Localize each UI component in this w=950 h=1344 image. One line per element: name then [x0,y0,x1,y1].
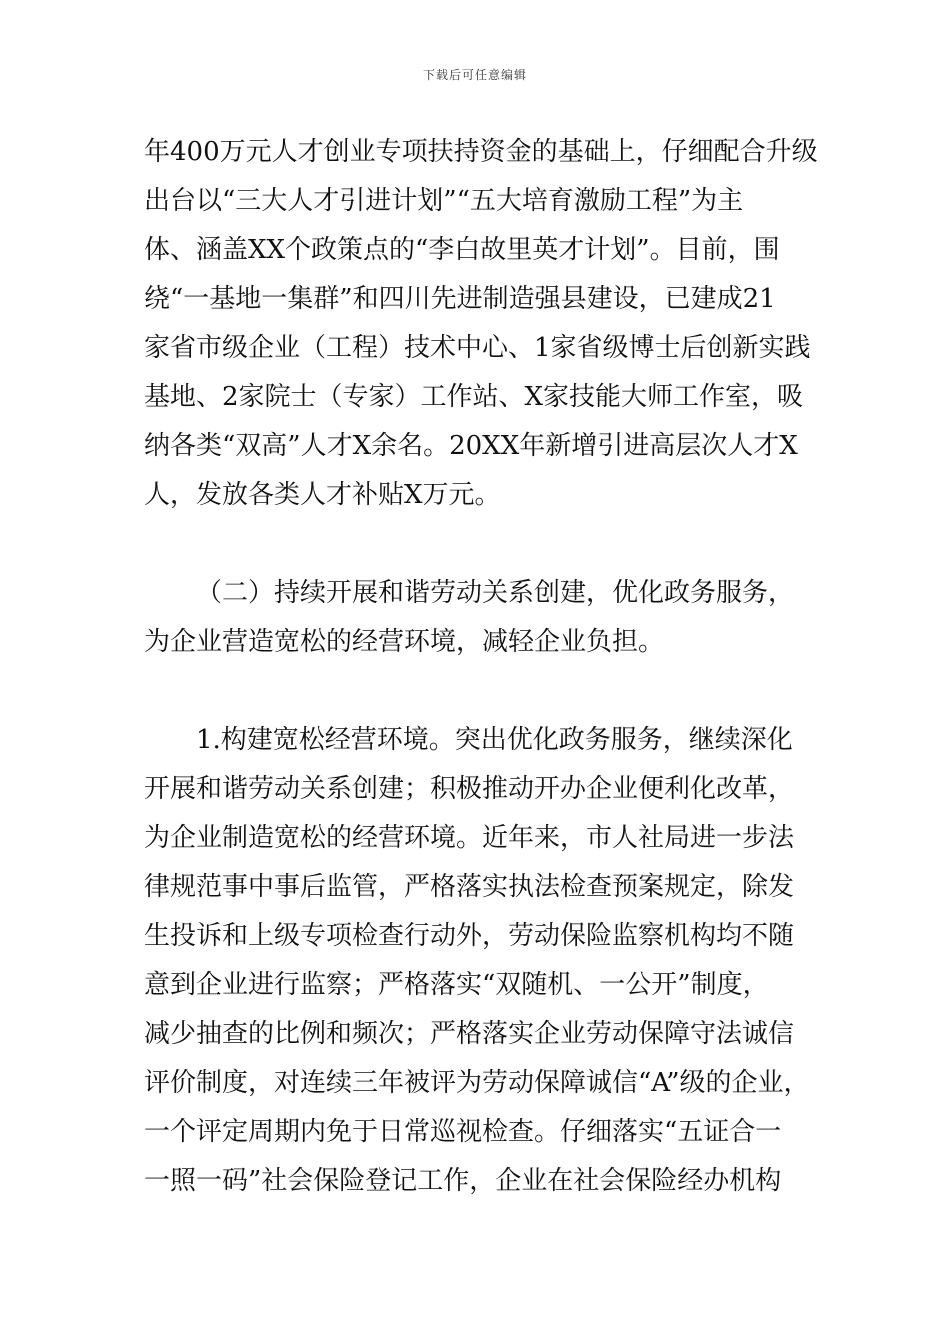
heading-line: （二）持续开展和谐劳动关系创建，优化政务服务， [196,578,795,608]
paragraph-gap [144,520,814,569]
text-line: 基地、2家院士（专家）工作站、X家技能大师工作室，吸 [144,382,804,412]
text-line: 人，发放各类人才补贴X万元。 [144,480,501,510]
text-line: 1.构建宽松经营环境。突出优化政务服务，继续深化 [196,725,793,755]
text-line: 一个评定周期内免于日常巡视检查。仔细落实“五证合一 [144,1117,782,1147]
text-line: 评价制度，对连续三年被评为劳动保障诚信“A”级的企业， [144,1068,810,1098]
text-line: 年400万元人才创业专项扶持资金的基础上，仔细配合升级 [144,137,818,167]
text-line: 律规范事中事后监管，严格落实执法检查预案规定，除发 [144,872,795,902]
paragraph-talent-funding [144,128,818,520]
page-header: 下载后可任意编辑 [422,68,527,82]
text-line: 为企业制造宽松的经营环境。近年来，市人社局进一步法 [144,823,795,853]
section-heading-2 [144,569,814,667]
text-line: 意到企业进行监察；严格落实“双随机、一公开”制度， [144,970,769,1000]
document-body [144,128,818,1206]
text-line: 生投诉和上级专项检查行动外，劳动保险监察机构均不随 [144,921,795,951]
text-line: 绕“一基地一集群”和四川先进制造强县建设，已建成21 [144,284,776,314]
text-line: 出台以“三大人才引进计划”“五大培育激励工程”为主 [144,186,744,216]
paragraph-business-environment [144,716,814,1206]
heading-line: 为企业营造宽松的经营环境，减轻企业负担。 [144,627,665,657]
text-line: 家省市级企业（工程）技术中心、1家省级博士后创新实践 [144,333,811,363]
text-line: 纳各类“双高”人才X余名。20XX年新增引进高层次人才X [144,431,798,461]
text-line: 一照一码”社会保险登记工作，企业在社会保险经办机构 [144,1166,782,1196]
text-line: 开展和谐劳动关系创建；积极推动开办企业便利化改革， [144,774,795,804]
text-line: 减少抽查的比例和频次；严格落实企业劳动保障守法诚信 [144,1019,795,1049]
text-line: 体、涵盖XX个政策点的“李白故里英才计划”。目前，围 [144,235,780,265]
paragraph-gap [144,667,814,716]
